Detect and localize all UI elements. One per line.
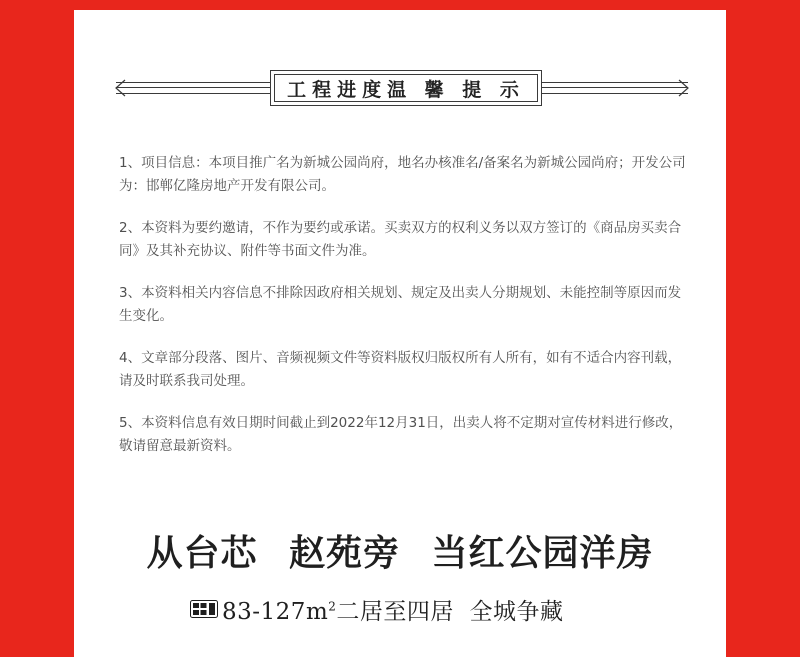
title-box: [270, 70, 542, 106]
list-item: 5、本资料信息有效日期时间截止到2022年12月31日，出卖人将不定期对宣传材料进行修改，敬请留意最新资料。: [119, 415, 683, 454]
list-item: 4、文章部分段落、图片、音频视频文件等资料版权归版权所有人所有，如有不适合内容刊载，请及时联系我司处理。: [119, 350, 682, 389]
disclaimer-list: [119, 152, 693, 477]
area-text: $83-127m^2$二居至四居 全城争藏: [222, 598, 564, 625]
headline: 从台芯 赵苑旁 当红公园洋房: [146, 532, 654, 574]
page-title: 工程进度温 馨 提 示: [287, 78, 525, 101]
list-item: 1、项目信息：本项目推广名为新城公园尚府，地名办核准名/备案名为新城公园尚府；开发公司为：邯郸亿隆房地产开发有限公司。: [119, 155, 686, 194]
title-banner: [116, 70, 688, 106]
logo-icon: [190, 600, 218, 618]
arrow-left-icon: [114, 79, 126, 97]
list-item: 3、本资料相关内容信息不排除因政府相关规划、规定及出卖人分期规划、未能控制等原因而发生变化。: [119, 285, 682, 324]
arrow-right-icon: [678, 79, 690, 97]
subline: [190, 592, 564, 626]
list-item: 2、本资料为要约邀请，不作为要约或承诺。买卖双方的权利义务以双方签订的《商品房买卖合同》及其补充协议、附件等书面文件为准。: [119, 220, 682, 259]
